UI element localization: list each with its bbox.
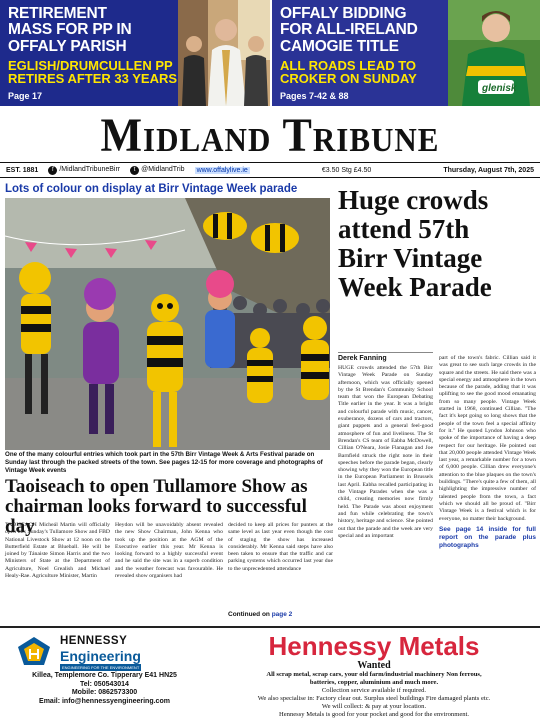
ad-engineering-tel: Tel: 050543014 [80, 680, 129, 688]
teaser-page-ref: Pages 7-42 & 88 [280, 91, 349, 101]
second-story-column-1: TAOISEACH Micheál Martin will officially open this Sunday's Tullamore Show and FBD National Livestock Show at 12 noon on the Butterfield Estate at Blueball. He will be joined by Tánaiste Simon Harris and the two Ministers of State at the Department of Agriculture, Noel Grealish and Michael Healy-Rae. Agriculture Minister, Martin [5, 522, 110, 580]
teaser-text [8, 6, 177, 86]
ad-metals-line-2: batteries, copper, aluminium and much more. [309, 679, 439, 687]
teaser-headline-2: FOR ALL-IRELAND [280, 21, 418, 39]
ad-hennessy-metals[interactable] [210, 629, 538, 719]
twitter-link[interactable] [130, 166, 184, 175]
ad-engineering-name: HENNESSY [60, 635, 128, 647]
lead-story-column-2 [439, 355, 536, 551]
info-bar [0, 162, 540, 178]
teaser-retirement-mass[interactable] [0, 0, 270, 106]
est-year: EST. 1881 [6, 166, 39, 174]
masthead-title: Midland Tribune [100, 108, 440, 162]
ad-engineering-email: Email: info@hennessyengineering.com [39, 697, 170, 705]
photo-caption-title: Lots of colour on display at Birr Vintage Week parade [5, 183, 298, 195]
priest-photo [178, 0, 270, 106]
facebook-handle: /MidlandTribuneBirr [59, 165, 121, 173]
second-headline-line-1: Taoiseach to open Tullamore Show as [5, 476, 308, 497]
ad-engineering-contact [4, 672, 205, 706]
hennessy-logo-icon [16, 635, 52, 667]
second-story-column-2: Heydon will be unavoidably absent revealed the new Show Chairman, John Kenna who took up the position at the AGM of the Executive earlier this year. Mr Kenna is looking forward to a highly successful event and he said the site was in a superb condition and the weather forecast was favourable. He revealed show organisers had [115, 522, 223, 580]
byline: Derek Fanning [338, 355, 387, 362]
lead-headline-line-4: Week Parade [338, 272, 492, 303]
issue-date: Thursday, August 7th, 2025 [443, 166, 534, 174]
continued-page: page 2 [271, 611, 293, 618]
ad-metals-line-4: We also specialise in: Factory clear out. Surplus steel buildings Fire damaged plants etc. [257, 695, 491, 703]
lead-headline-line-3: Birr Vintage [338, 243, 483, 274]
teaser-subhead-1: EGLISH/DRUMCULLEN PP [8, 57, 173, 73]
facebook-icon: f [48, 166, 57, 175]
ad-metals-line-3: Collection service available if required. [321, 687, 427, 695]
teaser-headline-3: OFFALY PARISH [8, 37, 127, 55]
teaser-headline-1: RETIREMENT [8, 5, 107, 22]
facebook-link[interactable] [48, 166, 120, 175]
ad-metals-line-6: Hennessy Metals is good for your pocket and good for the environment. [278, 711, 470, 719]
ad-hennessy-engineering[interactable] [4, 629, 205, 707]
lead-headline[interactable] [338, 186, 536, 303]
ad-metals-line-1: All scrap metal, scrap cars, your old farm/industrial machinery Non ferrous, [266, 671, 482, 678]
ad-metals-title: Hennessy Metals [268, 631, 480, 661]
ad-engineering-mobile: Mobile: 0862573300 [71, 689, 138, 697]
teaser-page-ref: Page 17 [8, 91, 43, 101]
lead-story-column-1: HUGE crowds attended the 57th Birr Vintage Week Parade on Sunday afternoon, which was officially opened by the St Brendan's Community School team that won the European Debating Title earlier in the year. It was a bright and colourful parade with music, cancer, exuberance, dozens of cars and tractors, giant puppets and a general feel-good atmosphere of fun and liveliness. The St Brendan's CS team of Eabha McDowell, Cillian O'Neara, Josie Flanagan and Joe Barnfield struck the right note in their speeches before the parade began, clearly showing why they won the European title in the European Parliament in Brussels last April. Eabha recalled participating in the Vintage Parades when she was a child, creating memories now firmly held. The Parade was about enjoyment and fun while celebrating the town's history, heritage and science. She pointed out that the parade and the week are very special and an important [338, 365, 433, 539]
second-story-column-3: decided to keep all prices for punters at the same level as last year even though the cost of staging the show has increased considerably. Mr Kenna said steps have also been taken to ensure that the traffic and car parking systems which occurred last year due to the unprecedented attendance [228, 522, 333, 572]
website-link[interactable]: www.offalylive.ie [196, 166, 248, 174]
parade-photo[interactable] [5, 198, 330, 450]
see-page-link[interactable]: See page 14 inside for full report on the parade plus photographs [439, 525, 536, 550]
price: €3.50 Stg £4.50 [321, 166, 372, 174]
second-headline-line-2: chairman looks forward to successful day [5, 495, 307, 537]
teaser-offaly-camogie[interactable] [272, 0, 540, 106]
continued-link[interactable] [228, 611, 292, 618]
lead-headline-line-1: Huge crowds [338, 185, 489, 215]
teaser-subhead-2: CROKER ON SUNDAY [280, 71, 417, 87]
continued-prefix: Continued on [228, 611, 270, 618]
masthead [0, 108, 540, 162]
lead-story-column-2-text: part of the town's fabric. Cillian said it was great to see such large crowds in the square and the streets. He said there was a special energy and atmosphere in the town because of the parade, adding that it was uplifting to see the good mood emanating from so many people. Vintage Week started in 1968, continued Cillian. "The fact it's kept going so long shows that the people of the town feel a special affinity for it." He quoted Lyndon Johnson who spoke of the importance of having a deep respect for our heritage. He pointed out that 20,000 people attended Vintage Week last year, a remarkable number for a town of 6,000 people. Cillian drew everyone's attention to the blue plaques on the town's buildings. "There's quite a few of them, all highlighting the impressive number of talented people from the town, a fact which we should all be proud of. "Birr Vintage Week is a festival which is for everyone, no matter their background. [439, 355, 537, 522]
byline-rule [338, 352, 433, 353]
ad-metals-wanted: Wanted [357, 660, 391, 671]
ad-engineering-tagline: ENGINEERING FOR THE ENVIRONMENT [62, 665, 140, 670]
teaser-subhead-1: ALL ROADS LEAD TO [280, 57, 417, 73]
teaser-subhead-2: RETIRES AFTER 33 YEARS [8, 71, 178, 87]
shirt-sponsor-text: glenisk [482, 83, 517, 94]
ads-divider [0, 626, 540, 628]
ad-engineering-address: Killea, Templemore Co. Tipperary E41 HN25 [32, 672, 177, 679]
teaser-headline-1: OFFALY BIDDING [280, 5, 407, 22]
twitter-handle: @MidlandTrib [141, 165, 185, 173]
teaser-headline-2: MASS FOR PP IN [8, 21, 132, 39]
twitter-icon: t [130, 166, 139, 175]
teaser-headline-3: CAMOGIE TITLE [280, 37, 399, 55]
photo-caption-bottom: One of the many colourful entries which took part in the 57th Birr Vintage Week & Arts Festival parade on Sunday last through the packed streets of the town. See pages 12-15 for more coverage and photographs of Vintage Week events [5, 451, 323, 474]
teaser-text [280, 6, 418, 86]
ad-engineering-sub: Engineering [60, 648, 141, 664]
lead-headline-line-2: attend 57th [338, 214, 470, 245]
ad-metals-line-5: We will collect: & pay at your location. [321, 703, 427, 711]
